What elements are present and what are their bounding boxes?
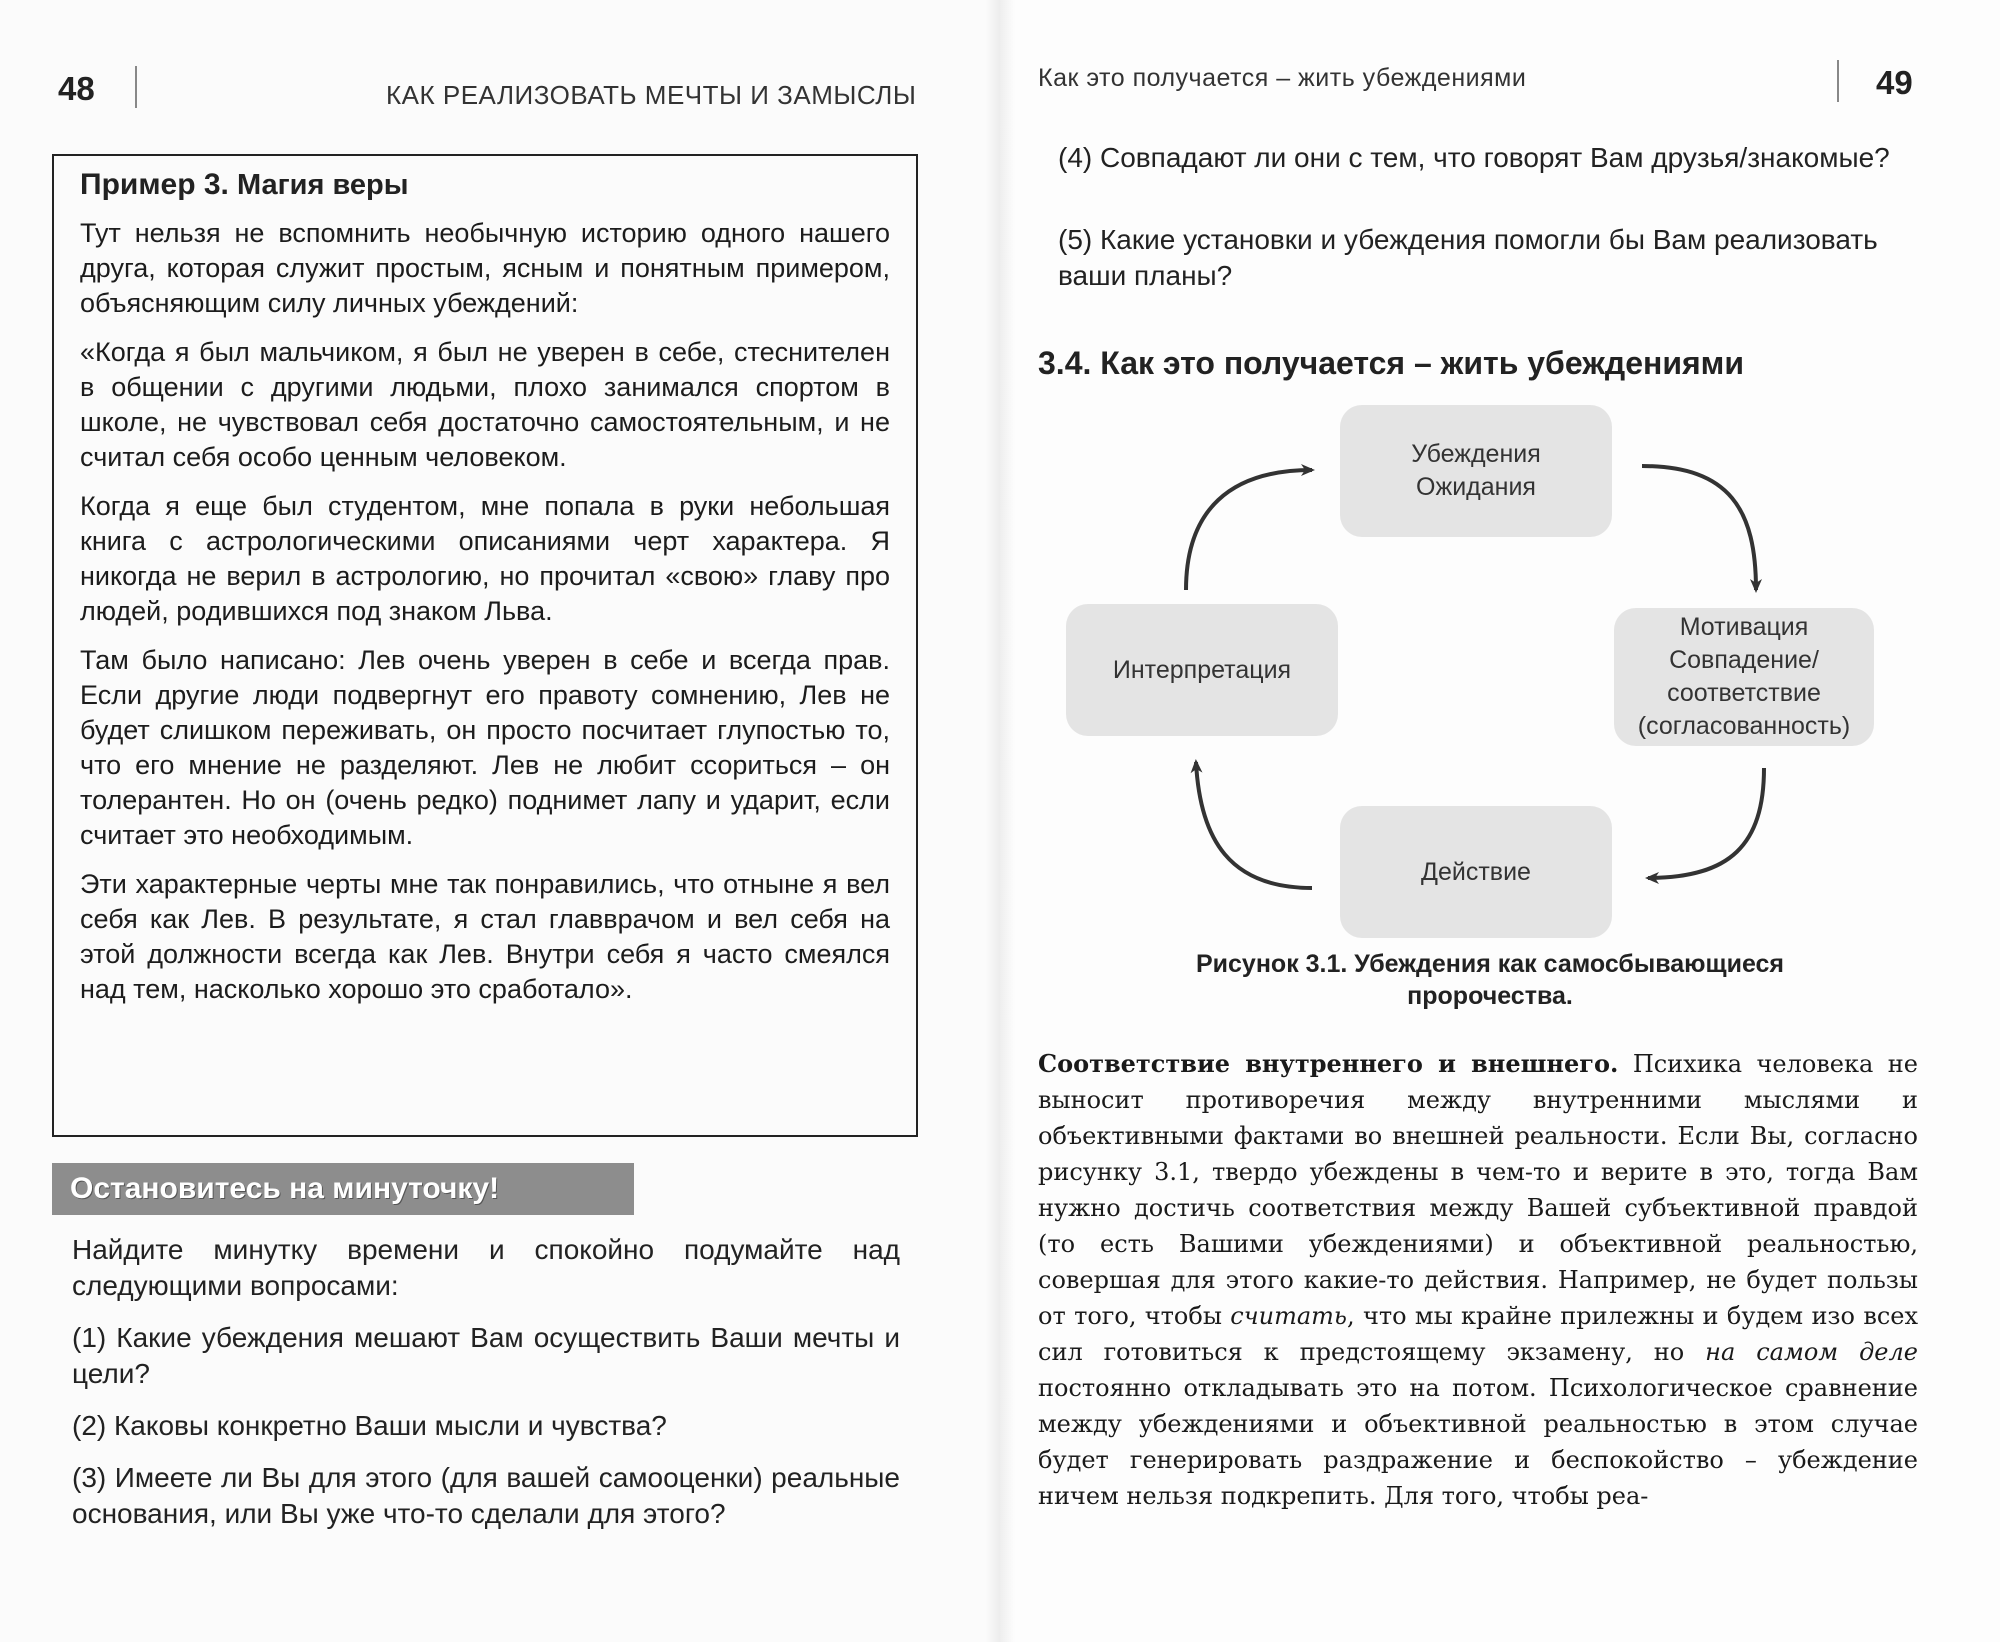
section-heading: 3.4. Как это получается – жить убеждениями (1038, 345, 1744, 381)
body-emphasis: на самом деле (1705, 1338, 1918, 1366)
example-paragraph: Тут нельзя не вспомнить необычную историю одного нашего друга, которая служит простым, ясным и понятным примером, объясняющим силу личных убеждений: (80, 218, 890, 318)
arrow-left-to-top (1186, 470, 1312, 590)
arrow-bottom-to-left (1196, 762, 1312, 888)
example-paragraph: Там было написано: Лев очень уверен в себе и всегда прав. Если другие люди подвергнут его правоту сомнению, Лев не будет слишком переживать, он просто посчитает глупостью то, что его мнение не разделяют. Лев не любит ссориться – он толерантен. Но он (очень редко) поднимет лапу и ударит, если считает это необходимым. (80, 645, 890, 850)
node-label: соответствие (1667, 679, 1821, 707)
node-label: Интерпретация (1112, 655, 1292, 684)
example-label: Пример 3. (80, 168, 229, 201)
example-title (80, 168, 890, 202)
example-paragraph: Эти характерные черты мне так понравились, что отныне я вел себя как Лев. В результате, я стал главврачом и вел себя на этой должности всегда как Лев. Внутри себя я часто смеялся над тем, насколько хорошо это сработало». (80, 869, 890, 1004)
node-label: Совпадение/ (1669, 646, 1819, 674)
questions-intro: Найдите минутку времени и спокойно подумайте над следующими вопросами: (72, 1234, 900, 1301)
node-label: (согласованность) (1637, 712, 1851, 740)
node-label: Ожидания (1416, 473, 1536, 501)
body-emphasis: считать (1230, 1302, 1347, 1330)
caption-line: пророчества. (1407, 982, 1573, 1010)
question-item: (1) Какие убеждения мешают Вам осуществить Ваши мечты и цели? (72, 1322, 900, 1389)
caption-line: Рисунок 3.1. Убеждения как самосбывающиеся (1195, 950, 1785, 978)
example-box (52, 154, 918, 1137)
question-item: (4) Совпадают ли они с тем, что говорят Вам друзья/знакомые? (1058, 142, 1890, 173)
question-item: (3) Имеете ли Вы для этого (для вашей самооценки) реальные основания, или Вы уже что-то сделали для этого? (72, 1462, 900, 1529)
node-label: Действие (1421, 857, 1531, 886)
example-paragraph: Когда я еще был студентом, мне попала в руки небольшая книга с астрологическими описаниями черт характера. Я никогда не верил в астрологию, но прочитал «свою» главу про людей, родившихся под знаком Льва. (80, 491, 890, 626)
body-paragraph (1038, 1046, 1918, 1514)
stop-banner: Остановитесь на минуточку! (52, 1163, 634, 1215)
arrow-right-to-bottom (1648, 768, 1764, 878)
diagram-node-motivation (1614, 608, 1874, 746)
example-name: Магия веры (236, 169, 409, 201)
page-number-right: 49 (1876, 64, 1913, 101)
running-head-left: КАК РЕАЛИЗОВАТЬ МЕЧТЫ И ЗАМЫСЛЫ (386, 80, 917, 110)
header-rule-right (1837, 60, 1839, 102)
body-text: , что мы крайне прилежны и будем изо всех сил готовиться к предстоящему экзамену, но (1038, 1302, 1919, 1366)
book-gutter (985, 0, 1015, 1642)
example-paragraph: «Когда я был мальчиком, я был не уверен в себе, стеснителен в общении с другими людьми, плохо занимался спортом в школе, не чувствовал себя достаточно самостоятельным, и не считал себя особо ценным человеком. (80, 337, 890, 472)
diagram-node-interpretation (1066, 604, 1338, 736)
page-number-left: 48 (58, 70, 95, 107)
body-text: постоянно откладывать это на потом. Психологическое сравнение между убеждениями и объективной реальностью в этом случае будет генерировать раздражение и беспокойство – убеждение ничем нельзя подкрепить. Для того, чтобы реа- (1038, 1374, 1918, 1510)
diagram-node-action (1340, 806, 1612, 938)
diagram-node-beliefs (1340, 405, 1612, 537)
node-label: Мотивация (1679, 613, 1809, 641)
header-rule-left (135, 66, 137, 108)
running-head-right: Как это получается – жить убеждениями (1038, 64, 1527, 92)
body-text: Психика человека не выносит противоречия между внутренними мыслями и объективными фактами во внешней реальности. Если Вы, согласно рисунку 3.1, твердо убеждены в чем-то и верите в это, тогда Вам нужно достичь соответствия между Вашей субъективной правдой (то есть Вашими убеждениями) и объективной реальностью, совершая для этого какие-то действия. Например, не будет пользы от того, чтобы (1038, 1050, 1918, 1330)
question-item: (5) Какие установки и убеждения помогли бы Вам реализовать ваши планы? (1058, 224, 1878, 291)
node-label: Убеждения (1411, 440, 1541, 468)
question-item: (2) Каковы конкретно Ваши мысли и чувства? (72, 1410, 667, 1441)
figure-caption (1100, 948, 1880, 1012)
body-lead: Соответствие внутреннего и внешнего. (1038, 1049, 1619, 1078)
arrow-top-to-right (1642, 466, 1756, 590)
